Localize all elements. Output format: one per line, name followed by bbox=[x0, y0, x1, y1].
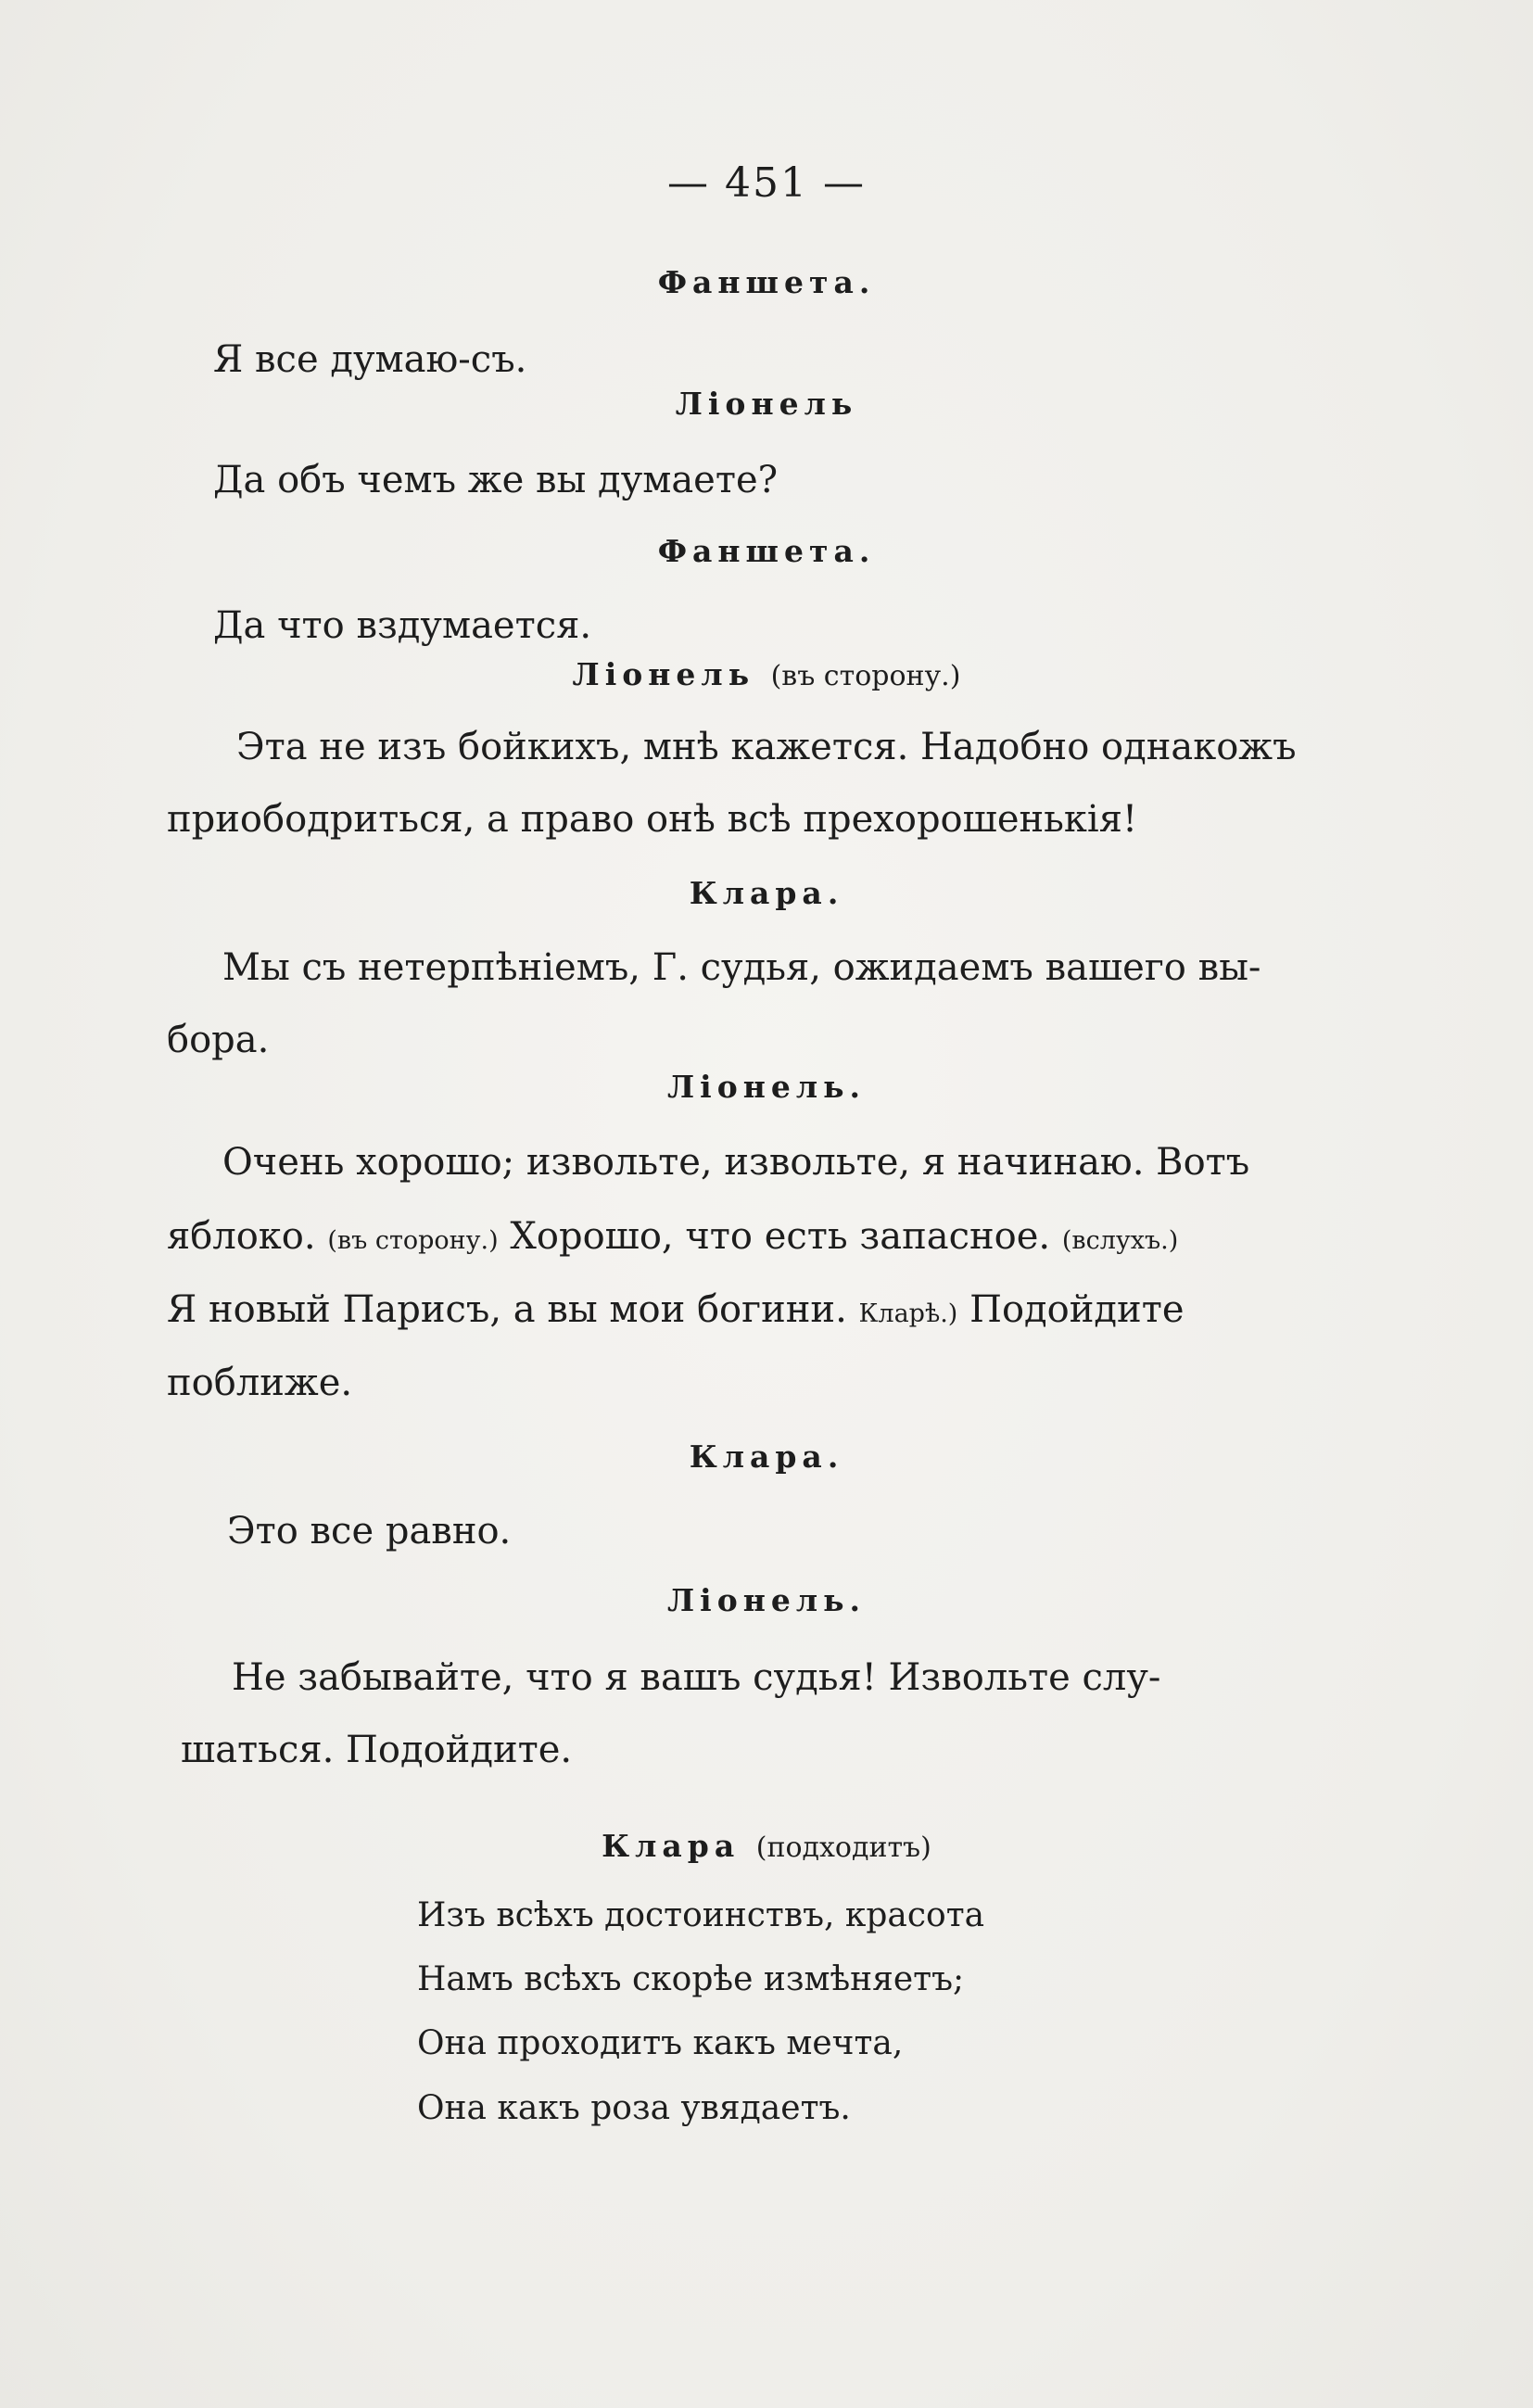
verse-line: Она какъ роза увядаетъ. bbox=[417, 2089, 851, 2127]
dialogue-line bbox=[167, 1214, 1178, 1263]
dialogue-line: Да что вздумается. bbox=[213, 604, 592, 647]
dialogue-line: Очень хорошо; извольте, извольте, я начинаю. Вотъ bbox=[222, 1141, 1250, 1184]
speaker-klara: Клара. bbox=[689, 875, 844, 911]
stage-direction: (вслухъ.) bbox=[1061, 1226, 1179, 1255]
dialogue-line: приободриться, а право онѣ всѣ прехорошенькiя! bbox=[167, 798, 1138, 841]
verse-line: Она проходитъ какъ мечта, bbox=[417, 2024, 904, 2062]
dialogue-line: Да объ чемъ же вы думаете? bbox=[213, 459, 779, 501]
speaker-name: Клара bbox=[602, 1828, 741, 1864]
dialogue-line: Это все равно. bbox=[227, 1510, 512, 1553]
dialogue-line: поближе. bbox=[167, 1362, 353, 1404]
dialogue-line: Я все думаю-съ. bbox=[213, 338, 527, 381]
speaker-klara: Клара. bbox=[689, 1438, 844, 1475]
verse-line: Изъ всѣхъ достоинствъ, красота bbox=[417, 1896, 985, 1934]
speaker-lionel: Лiонель. bbox=[666, 1582, 867, 1618]
verse-line: Намъ всѣхъ скорѣе измѣняетъ; bbox=[417, 1960, 965, 1998]
stage-direction: Кларѣ.) bbox=[858, 1299, 958, 1328]
dialogue-line: Эта не изъ бойкихъ, мнѣ кажется. Надобно однакожъ bbox=[236, 726, 1297, 768]
speaker-name: Лiонель bbox=[572, 656, 755, 692]
page-number: — 451 — bbox=[667, 159, 866, 207]
speaker-lionel: Лiонель. bbox=[666, 1069, 867, 1105]
speaker-klara bbox=[0, 1826, 1533, 1869]
speaker-fanshetta: Фаншета. bbox=[657, 264, 876, 300]
stage-direction: (подходитъ) bbox=[755, 1831, 931, 1864]
dialogue-text: Я новый Парисъ, а вы мои богини. bbox=[167, 1288, 847, 1331]
dialogue-line: бора. bbox=[167, 1019, 270, 1061]
dialogue-line: Мы съ нетерпѣнiемъ, Г. судья, ожидаемъ вашего вы- bbox=[222, 946, 1261, 989]
dialogue-line bbox=[167, 1287, 1185, 1337]
speaker-lionel bbox=[0, 654, 1533, 697]
stage-direction: (въ сторону.) bbox=[770, 660, 961, 692]
dialogue-text: Подойдите bbox=[969, 1288, 1185, 1331]
dialogue-line: Не забывайте, что я вашъ судья! Извольте слу- bbox=[232, 1656, 1161, 1699]
dialogue-text: яблоко. bbox=[167, 1215, 316, 1258]
dialogue-text: Хорошо, что есть запасное. bbox=[510, 1215, 1051, 1258]
stage-direction: (въ сторону.) bbox=[327, 1226, 499, 1255]
speaker-fanshetta: Фаншета. bbox=[657, 533, 876, 569]
dialogue-line: шаться. Подойдите. bbox=[181, 1729, 573, 1771]
speaker-lionel: Лiонель bbox=[675, 386, 858, 422]
